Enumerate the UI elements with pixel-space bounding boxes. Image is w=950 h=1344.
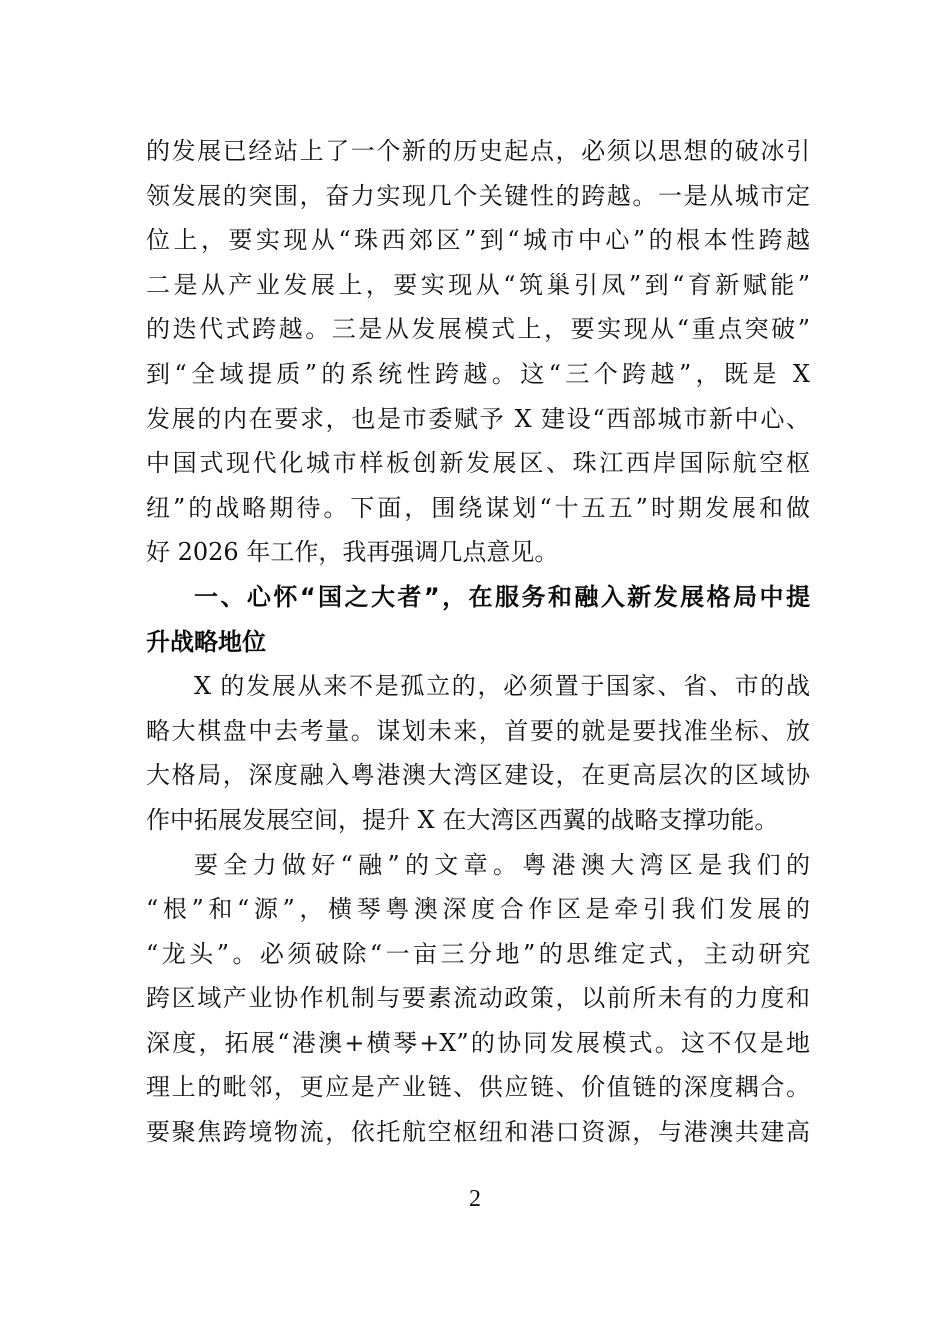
text-line: 位上，要实现从“珠西郊区”到“城市中心”的根本性跨越 <box>146 226 810 255</box>
section-heading: 升战略地位 <box>146 627 266 656</box>
text-line: 到“全域提质”的系统性跨越。这“三个跨越”，既是 X <box>146 359 810 388</box>
text-line: 作中拓展发展空间，提升 X 在大湾区西翼的战略支撑功能。 <box>146 805 779 834</box>
text-line: 理上的毗邻，更应是产业链、供应链、价值链的深度耦合。 <box>146 1073 810 1102</box>
text-line: 的发展已经站上了一个新的历史起点，必须以思想的破冰引 <box>146 137 810 165</box>
text-line: 中国式现代化城市样板创新发展区、珠江西岸国际航空枢 <box>146 449 810 478</box>
text-line: 要聚焦跨境物流，依托航空枢纽和港口资源，与港澳共建高 <box>146 1118 810 1147</box>
text-line: 二是从产业发展上，要实现从“筑巢引凤”到“育新赋能” <box>146 270 810 299</box>
text-line: “根”和“源”，横琴粤澳深度合作区是牵引我们发展的 <box>146 895 810 924</box>
body-text <box>146 129 810 1155</box>
text-line: 纽”的战略期待。下面，围绕谋划“十五五”时期发展和做 <box>146 493 810 522</box>
text-line: 领发展的突围，奋力实现几个关键性的跨越。一是从城市定 <box>146 181 810 210</box>
text-line: 跨区域产业协作机制与要素流动政策，以前所未有的力度和 <box>146 984 810 1013</box>
page-number: 2 <box>469 1186 481 1212</box>
text-line: 要全力做好“融”的文章。粤港澳大湾区是我们的 <box>194 850 810 879</box>
text-line: 好 2026 年工作，我再强调几点意见。 <box>146 538 559 567</box>
text-line: X 的发展从来不是孤立的，必须置于国家、省、市的战 <box>194 672 810 701</box>
text-line: 略大棋盘中去考量。谋划未来，首要的就是要找准坐标、放 <box>146 716 810 745</box>
text-line: 发展的内在要求，也是市委赋予 X 建设“西部城市新中心、 <box>146 404 810 433</box>
text-line: 大格局，深度融入粤港澳大湾区建设，在更高层次的区域协 <box>146 761 810 790</box>
section-heading: 一、心怀“国之大者”，在服务和融入新发展格局中提 <box>194 582 810 611</box>
text-line: 深度，拓展“港澳+横琴+X”的协同发展模式。这不仅是地 <box>146 1028 810 1057</box>
text-line: 的迭代式跨越。三是从发展模式上，要实现从“重点突破” <box>146 315 810 344</box>
text-line: “龙头”。必须破除“一亩三分地”的思维定式，主动研究 <box>146 939 810 968</box>
